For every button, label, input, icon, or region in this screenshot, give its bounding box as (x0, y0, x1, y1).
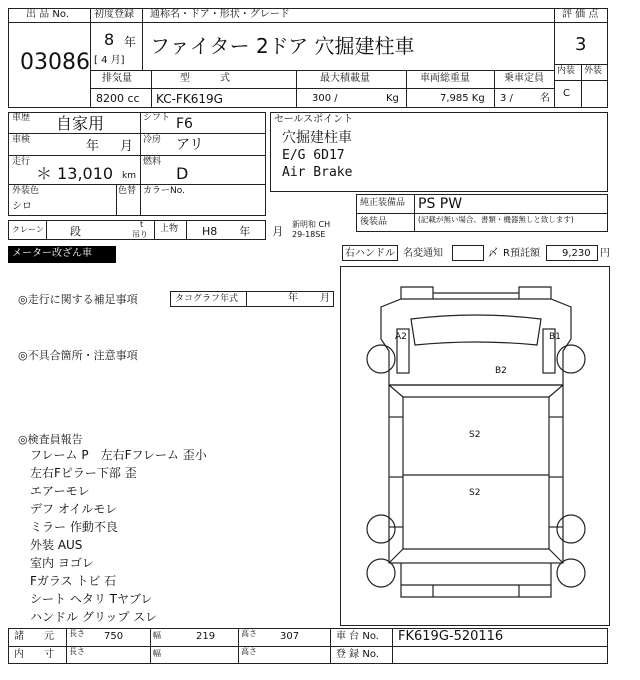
gross-weight-label: 車両総重量 (420, 73, 470, 84)
inspection-month: 月 (120, 139, 134, 154)
interior-label: 内装 (557, 66, 576, 76)
score-value: 3 (575, 34, 587, 55)
inspector-label: ◎検査員報告 (18, 433, 83, 446)
upper-value: H8 年 月 (202, 225, 284, 238)
sales-line-1: 穴掘建柱車 (282, 130, 352, 146)
std-equip-value: PS PW (418, 196, 463, 212)
height-value: 307 (280, 631, 300, 642)
recycle-value: 9,230 (562, 248, 591, 259)
truck-diagram (340, 266, 610, 626)
crane-t: t (140, 220, 144, 229)
defects-label: ◎不具合箇所・注意事項 (18, 349, 138, 362)
recycle-unit: 円 (600, 248, 610, 259)
reg-year: 8 (104, 30, 115, 49)
report-line: デフ オイルモレ (30, 502, 118, 516)
sales-line-3: Air Brake (282, 165, 353, 180)
interior-dims-label: 内 寸 (14, 649, 54, 660)
chassis-label: 車 台 No. (336, 631, 379, 642)
report-line: 室内 ヨゴレ (30, 556, 94, 570)
tacho-year: 年 (288, 293, 298, 304)
rhd-label: 右ハンドル (345, 248, 395, 259)
color-code-label: カラーNo. (143, 186, 185, 196)
capacity-value: 3 / (500, 93, 513, 104)
ac-value: アリ (176, 137, 204, 153)
history-value: 自家用 (56, 114, 105, 133)
report-line: シート ヘタリ Tヤブレ (30, 592, 153, 606)
damage-mark-b2: B2 (495, 366, 507, 376)
max-load-value: 300 / (312, 93, 338, 104)
car-name-label: 通称名・ドア・形状・グレード (150, 9, 290, 20)
report-line: ハンドル グリップ スレ (30, 610, 158, 624)
damage-mark-s2-rear: S2 (469, 488, 481, 498)
dims-label: 諸 元 (14, 631, 54, 642)
damage-mark-a2: A2 (395, 332, 407, 342)
fuel-value: D (176, 164, 189, 183)
after-equip-note: (記載が無い場合、書類・機器無しと致します) (418, 215, 574, 224)
mileage-value: ＊ 13,010 (36, 164, 114, 183)
crane-stage: 段 (70, 225, 81, 238)
ext-color-label: 外装色 (12, 186, 40, 196)
upper-maker: 新明和 CH (292, 220, 331, 229)
reg-month: [ 4 月] (94, 55, 125, 66)
recycle-label: R預託額 (503, 248, 540, 259)
truck-outline (341, 267, 609, 625)
sales-line-2: E/G 6D17 (282, 148, 345, 163)
height-label-2: 高さ (241, 647, 257, 656)
name-change-box (452, 245, 484, 261)
capacity-label: 乗車定員 (504, 73, 544, 84)
crane-lift: 吊り (132, 230, 148, 239)
lot-number: 03086 (20, 50, 90, 75)
reg-no-label: 登 録 No. (336, 649, 379, 660)
max-load-unit: Kg (386, 93, 399, 104)
mileage-unit: km (122, 171, 136, 181)
displacement-label: 排気量 (102, 73, 132, 84)
report-line: Fガラス トビ 石 (30, 574, 117, 588)
reg-year-unit: 年 (124, 35, 137, 49)
report-line: ミラー 作動不良 (30, 520, 118, 534)
width-label: 幅 (153, 631, 161, 640)
width-value: 219 (196, 631, 216, 642)
tacho-label: タコグラフ年式 (175, 294, 239, 304)
crane-label: クレーン (12, 225, 44, 234)
upper-label: 上物 (160, 224, 179, 234)
first-reg-label: 初度登録 (94, 9, 134, 20)
capacity-unit: 名 (540, 93, 550, 104)
length-label-2: 長さ (69, 647, 85, 656)
inspection-label: 車検 (12, 135, 31, 145)
report-line: フレーム P 左右Fフレーム 歪小 (30, 448, 207, 462)
name-change-label: 名変通知 (403, 248, 443, 259)
after-equip-label: 後装品 (360, 217, 388, 227)
ext-color-value: シロ (12, 201, 32, 212)
max-load-label: 最大積載量 (320, 73, 370, 84)
report-line: 左右Fピラー下部 歪 (30, 466, 137, 480)
ac-label: 冷房 (143, 135, 162, 145)
displacement-value: 8200 cc (96, 92, 140, 105)
deposit-mark: 〆 (488, 248, 498, 259)
fuel-label: 燃料 (143, 157, 162, 167)
mileage-label: 走行 (12, 157, 31, 167)
upper-model: 29-18SE (292, 230, 326, 239)
chassis-value: FK619G-520116 (398, 629, 504, 644)
model-value: KC-FK619G (156, 92, 223, 106)
car-name: ファイター 2ドア 穴掘建柱車 (150, 34, 415, 58)
shift-label: シフト (143, 113, 171, 123)
history-label: 車歴 (12, 113, 31, 123)
height-label: 高さ (241, 629, 257, 638)
width-label-2: 幅 (153, 649, 161, 658)
tacho-month: 月 (320, 293, 330, 304)
model-label: 型 式 (180, 73, 230, 84)
gross-weight-value: 7,985 Kg (440, 93, 485, 104)
std-equip-label: 純正装備品 (360, 198, 406, 208)
score-label: 評 価 点 (562, 9, 599, 20)
damage-mark-s2-front: S2 (469, 430, 481, 440)
length-value: 750 (104, 631, 124, 642)
report-line: 外装 AUS (30, 538, 83, 552)
damage-mark-b1: B1 (549, 332, 561, 342)
driving-notes-label: ◎走行に関する補足事項 (18, 293, 138, 306)
report-line: エアーモレ (30, 484, 90, 498)
interior-grade: C (563, 88, 570, 99)
inspection-year: 年 (86, 139, 100, 154)
sales-label: セールスポイント (274, 114, 354, 125)
exterior-label: 外装 (584, 66, 603, 76)
color-change-label: 色替 (118, 186, 137, 196)
shift-value: F6 (176, 116, 193, 132)
meter-tampered-banner: メーター改ざん車 (8, 246, 116, 263)
lot-label: 出 品 No. (26, 9, 69, 20)
length-label: 長さ (69, 629, 85, 638)
